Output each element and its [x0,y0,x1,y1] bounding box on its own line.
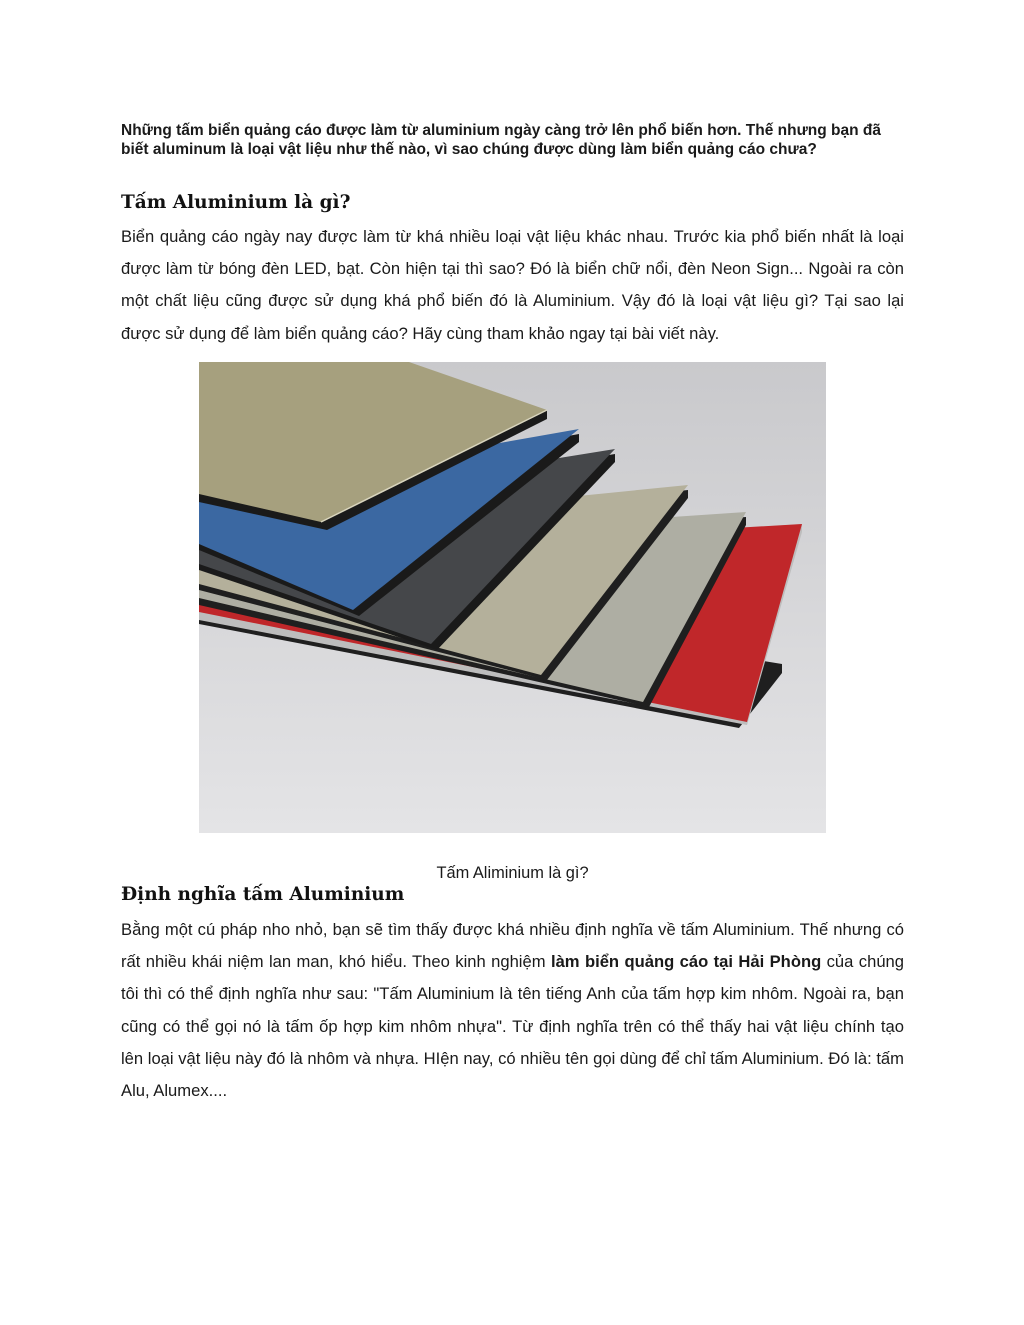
aluminium-panels-illustration [199,362,826,833]
intro-paragraph: Những tấm biển quảng cáo được làm từ aluminium ngày càng trở lên phổ biến hơn. Thế nhưng bạn đã biết aluminum là loại vật liệu như thế nào, vì sao chúng được dùng làm biển quảng cáo chưa? [121,122,881,158]
section2-bold-link-text: làm biển quảng cáo tại Hải Phòng [550,952,822,972]
figure-caption: Tấm Aliminium là gì? [436,864,589,882]
section2-heading: Định nghĩa tấm Aluminium [121,884,405,905]
section2-paragraph [121,914,904,1107]
section1-heading: Tấm Aluminium là gì? [121,192,351,213]
section2-text-end: của chúng tôi thì có thể định nghĩa như sau: "Tấm Aluminium là tên tiếng Anh của tấm hợp kim nhôm. Ngoài ra, bạn cũng có thể gọi nó là tấm ốp hợp kim nhôm nhựa". Từ định nghĩa trên có thể thấy hai vật liệu chính tạo lên loại vật liệu này đó là nhôm và nhựa. HIện nay, có nhiều tên gọi dùng để chỉ tấm Aluminium. Đó là: tấm Alu, Alumex.... [121,952,905,1101]
section1-paragraph: Biển quảng cáo ngày nay được làm từ khá nhiều loại vật liệu khác nhau. Trước kia phổ biến nhất là loại được làm từ bóng đèn LED, bạt. Còn hiện tại thì sao? Đó là biển chữ nổi, đèn Neon Sign... Ngoài ra còn một chất liệu cũng được sử dụng khá phổ biến đó là Aluminium. Vậy đó là loại vật liệu gì? Tại sao lại được sử dụng để làm biển quảng cáo? Hãy cùng tham khảo ngay tại bài viết này. [121,227,904,343]
aluminium-panels-photo [199,362,826,833]
section2-text-start: Bằng một cú pháp nho nhỏ, bạn sẽ tìm thấy được khá nhiều định nghĩa về tấm Aluminium. Thế nhưng có rất nhiều khái niệm lan man, khó hiểu. Theo kinh nghiệm [121,920,904,972]
